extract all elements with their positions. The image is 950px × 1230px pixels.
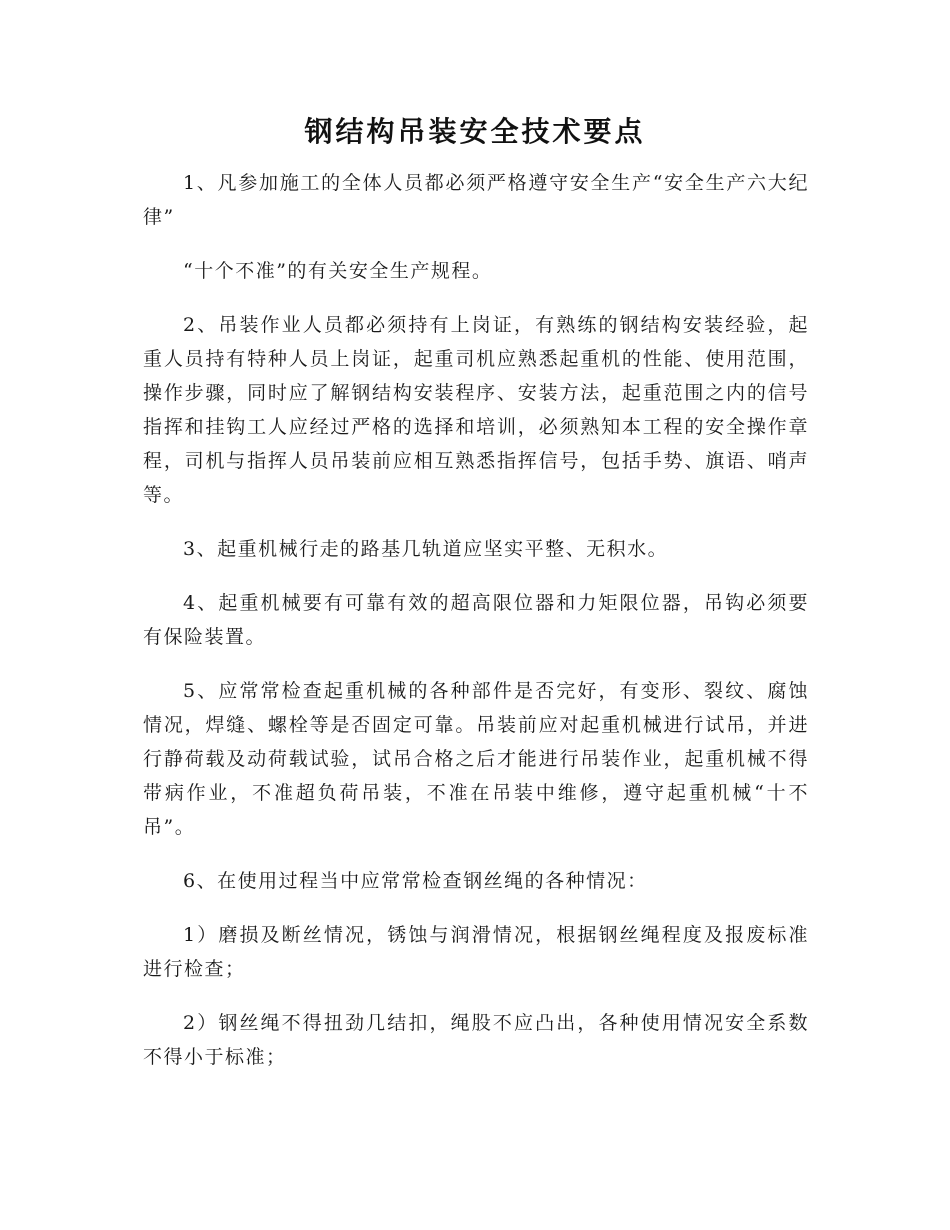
document-body [143,166,809,1094]
paragraph-rule-6-item-2: 2）钢丝绳不得扭劲几结扣，绳股不应凸出，各种使用情况安全系数不得小于标准； [143,1012,809,1068]
paragraph-rule-1: 1、凡参加施工的全体人员都必须严格遵守安全生产“安全生产六大纪律” [143,172,809,228]
paragraph-rule-2: 2、吊装作业人员都必须持有上岗证，有熟练的钢结构安装经验，起重人员持有特种人员上岗证，起重司机应熟悉起重机的性能、使用范围，操作步骤，同时应了解钢结构安装程序、安装方法，起重范围之内的信号指挥和挂钩工人应经过严格的选择和培训，必须熟知本工程的安全操作章程，司机与指挥人员吊装前应相互熟悉指挥信号，包括手势、旗语、哨声等。 [143,314,809,506]
paragraph-rule-6: 6、在使用过程当中应常常检查钢丝绳的各种情况： [183,870,648,892]
paragraph-rule-1-continued: “十个不准”的有关安全生产规程。 [183,260,493,282]
paragraph-rule-3: 3、起重机械行走的路基几轨道应坚实平整、无积水。 [183,538,669,560]
paragraph-rule-4: 4、起重机械要有可靠有效的超高限位器和力矩限位器，吊钩必须要有保险装置。 [143,592,809,648]
paragraph-rule-5: 5、应常常检查起重机械的各种部件是否完好，有变形、裂纹、腐蚀情况，焊缝、螺栓等是否固定可靠。吊装前应对起重机械进行试吊，并进行静荷载及动荷载试验，试吊合格之后才能进行吊装作业，起重机械不得带病作业，不准超负荷吊装，不准在吊装中维修，遵守起重机械“十不吊”。 [143,680,809,838]
paragraph-rule-6-item-1: 1）磨损及断丝情况，锈蚀与润滑情况，根据钢丝绳程度及报废标准进行检查； [143,924,809,980]
document-title: 钢结构吊装安全技术要点 [304,115,646,148]
